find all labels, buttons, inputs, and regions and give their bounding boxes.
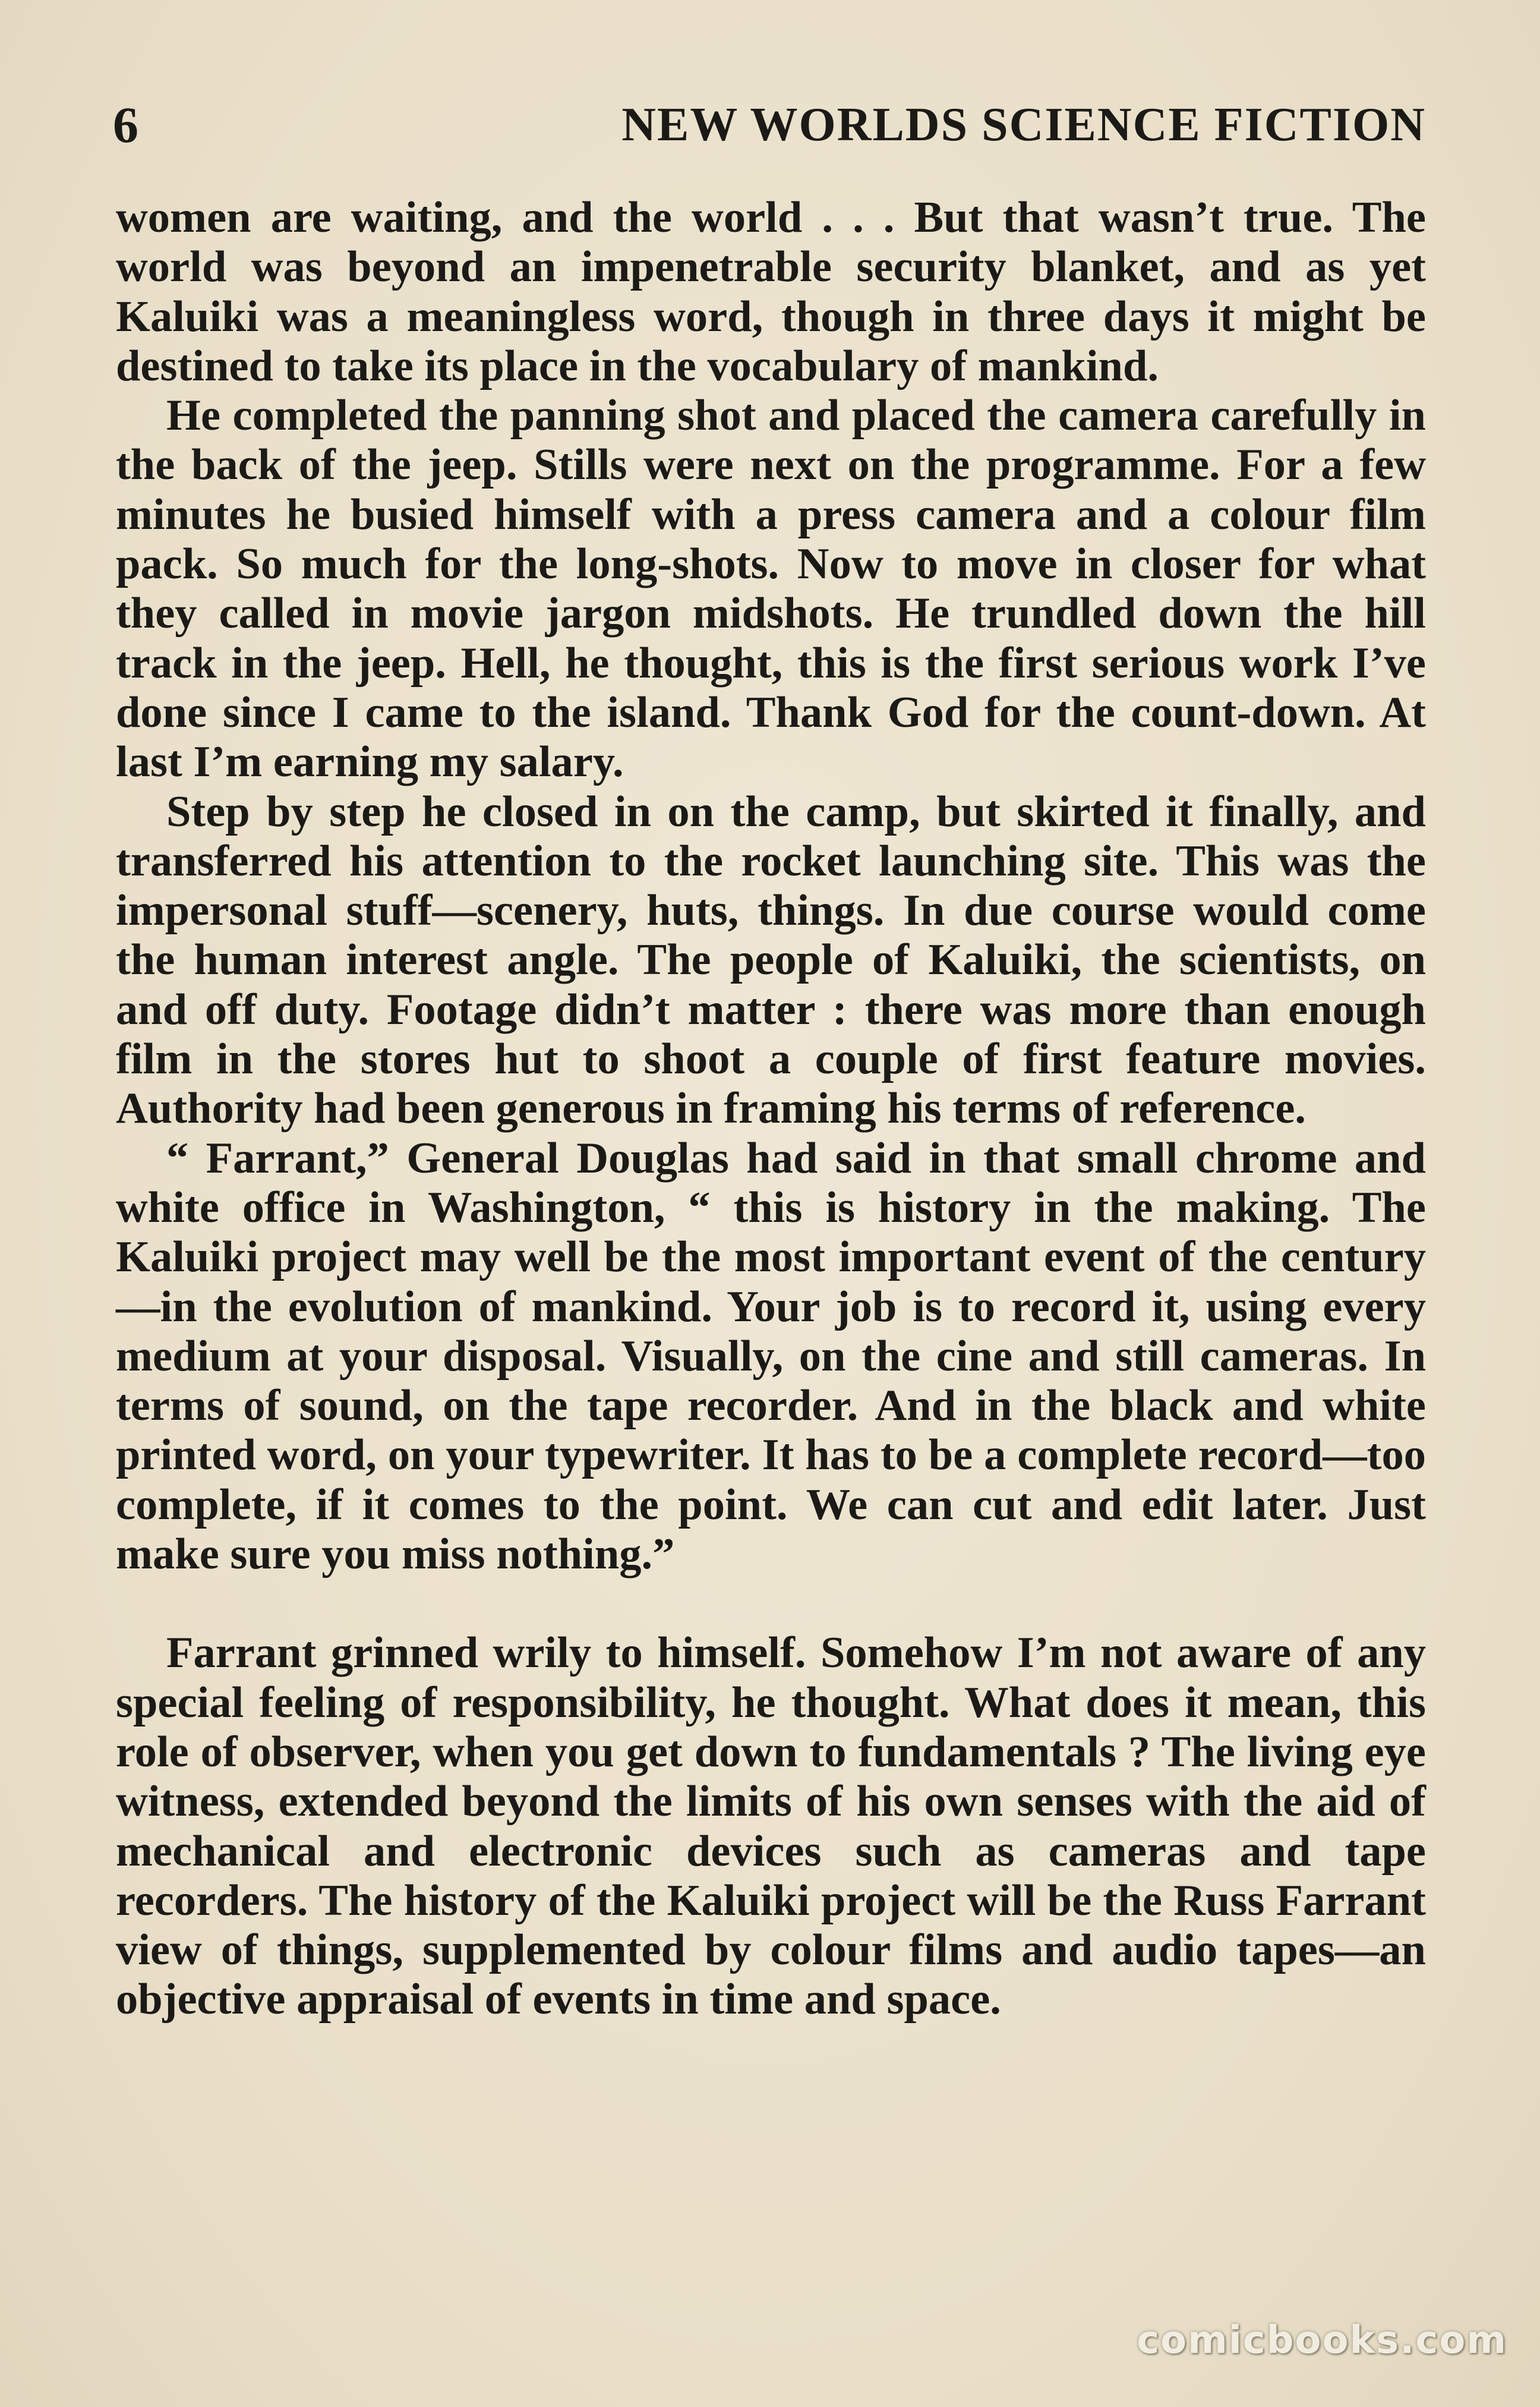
page-number: 6	[113, 96, 138, 153]
body-text	[116, 193, 1426, 2025]
paragraph-5: Farrant grinned wrily to himself. Somehow I’m not aware of any special feeling of responsibility, he thought. What does it mean, this role of observer, when you get down to fundamentals ? The living eye witness, extended beyond the limits of his own senses with the aid of mechanical and electronic devices such as cameras and tape recorders. The history of the Kaluiki project will be the Russ Farrant view of things, supplemented by colour films and audio tapes—an objective appraisal of events in time and space.	[116, 1628, 1426, 2024]
running-title: NEW WORLDS SCIENCE FICTION	[621, 99, 1426, 151]
page-header	[113, 89, 1426, 160]
paragraph-1: women are waiting, and the world . . . But that wasn’t true. The world was beyond an impenetrable security blanket, and as yet Kaluiki was a meaningless word, though in three days it might be destined to take its place in the vocabulary of mankind.	[116, 193, 1426, 390]
paragraph-2: He completed the panning shot and placed the camera carefully in the back of the jeep. Stills were next on the programme. For a few minutes he busied himself with a press camera and a colour film pack. So much for the long-shots. Now to move in closer for what they called in movie jargon midshots. He trundled down the hill track in the jeep. Hell, he thought, this is the first serious work I’ve done since I came to the island. Thank God for the count-down. At last I’m earning my salary.	[116, 391, 1426, 787]
watermark: comicbooks.com	[1137, 2318, 1507, 2362]
paragraph-4: “ Farrant,” General Douglas had said in that small chrome and white office in Washington, “ this is history in the making. The Kaluiki project may well be the most important event of the century—in the evolution of mankind. Your job is to record it, using every medium at your disposal. Visually, on the cine and still cameras. In terms of sound, on the tape recorder. And in the black and white printed word, on your typewriter. It has to be a complete record—too complete, if it comes to the point. We can cut and edit later. Just make sure you miss nothing.”	[116, 1133, 1426, 1579]
paragraph-3: Step by step he closed in on the camp, but skirted it finally, and transferred his attention to the rocket launching site. This was the impersonal stuff—scenery, huts, things. In due course would come the human interest angle. The people of Kaluiki, the scientists, on and off duty. Footage didn’t matter : there was more than enough film in the stores hut to shoot a couple of first feature movies. Authority had been generous in framing his terms of reference.	[116, 787, 1426, 1133]
